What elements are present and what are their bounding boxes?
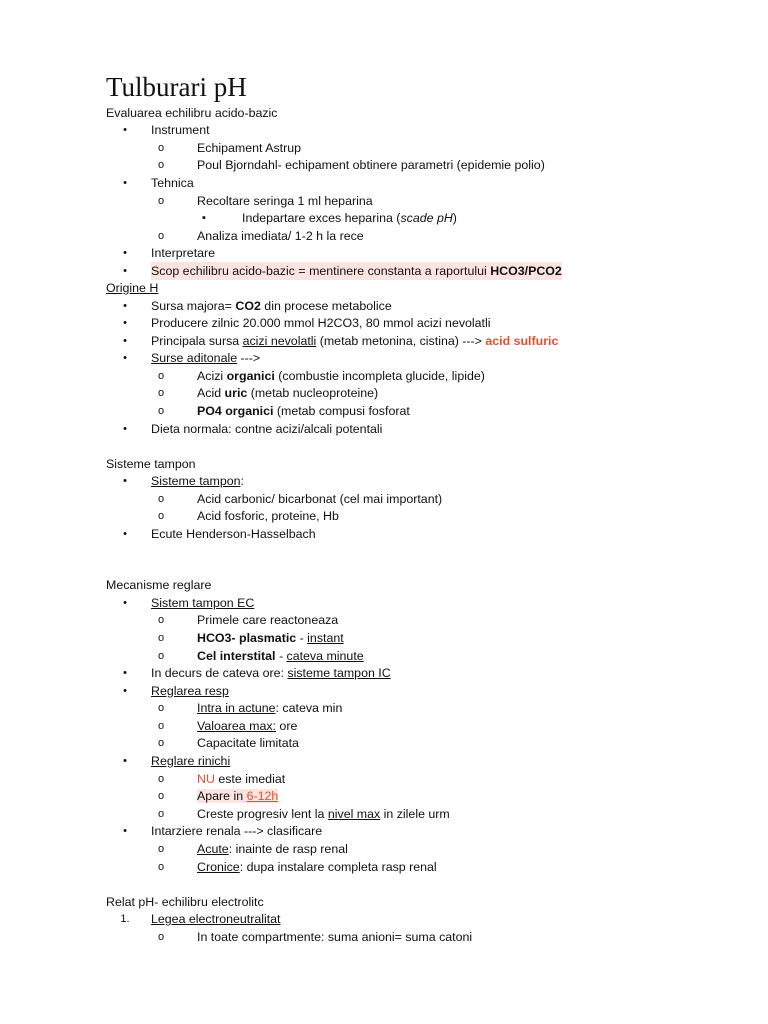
- outline-line: [157, 227, 364, 245]
- line-text: Intra in actune: [197, 701, 276, 715]
- bullet-icon: •: [123, 265, 127, 277]
- line-text: 6-12h: [246, 789, 279, 803]
- line-text: Surse aditonale: [151, 351, 238, 365]
- outline-line: [157, 647, 364, 665]
- bullet-icon: o: [157, 931, 165, 943]
- line-text: Capacitate limitata: [197, 736, 299, 750]
- bullet-icon: •: [123, 755, 127, 767]
- bullet-icon: •: [123, 597, 127, 609]
- bullet-icon: o: [157, 614, 165, 626]
- line-text: Intarziere renala ---> clasificare: [151, 824, 323, 838]
- outline-line: [157, 384, 379, 402]
- line-text: Ecute Henderson-Hasselbach: [151, 527, 316, 541]
- line-text: : cateva min: [275, 701, 343, 715]
- outline-line: [123, 297, 392, 315]
- outline-line: [157, 858, 437, 876]
- line-text: in zilele urm: [380, 807, 450, 821]
- line-text: --->: [237, 351, 261, 365]
- bullet-icon: ▪: [202, 212, 206, 224]
- line-text: Reglare rinichi: [151, 754, 231, 768]
- line-text: PO4 organici: [197, 404, 274, 418]
- outline-line: [157, 156, 545, 174]
- line-text: (metab compusi fosforat: [273, 404, 410, 418]
- line-text: scade pH: [400, 211, 453, 225]
- outline-line: [123, 472, 244, 490]
- line-text: Primele care reactoneaza: [197, 613, 339, 627]
- bullet-icon: o: [157, 510, 165, 522]
- outline-line: [202, 209, 457, 227]
- line-text: acizi nevolatli: [242, 334, 317, 348]
- bullet-icon: •: [123, 825, 127, 837]
- line-text: HCO3/PCO2: [490, 264, 562, 278]
- bullet-icon: •: [123, 685, 127, 697]
- line-text: Poul Bjorndahl- echipament obtinere parametri (epidemie polio): [197, 158, 545, 172]
- outline-line: [157, 770, 286, 788]
- bullet-icon: •: [123, 124, 127, 136]
- bullet-icon: o: [157, 387, 165, 399]
- line-text: Echipament Astrup: [197, 141, 302, 155]
- line-text: cateva minute: [286, 649, 364, 663]
- outline-line: [123, 262, 562, 280]
- line-text: Principala sursa: [151, 334, 243, 348]
- line-text: Instrument: [151, 123, 210, 137]
- line-text: : inainte de rasp renal: [228, 842, 348, 856]
- line-text: instant: [307, 631, 344, 645]
- line-text: din procese metabolice: [260, 299, 392, 313]
- line-text: CO2: [235, 299, 261, 313]
- line-text: Valoarea max:: [197, 719, 276, 733]
- bullet-icon: •: [123, 300, 127, 312]
- bullet-icon: o: [157, 720, 165, 732]
- line-text: organici: [226, 369, 275, 383]
- line-text: : dupa instalare completa rasp renal: [239, 860, 437, 874]
- line-text: Acid fosforic, proteine, Hb: [197, 509, 339, 523]
- outline-line: [106, 455, 196, 473]
- line-text: Sursa majora=: [151, 299, 236, 313]
- line-text: Acid: [197, 386, 225, 400]
- line-text: acid sulfuric: [485, 334, 559, 348]
- line-text: uric: [224, 386, 248, 400]
- outline-line: [157, 805, 450, 823]
- bullet-icon: o: [157, 773, 165, 785]
- bullet-icon: o: [157, 843, 165, 855]
- bullet-icon: o: [157, 370, 165, 382]
- outline-line: [157, 611, 339, 629]
- bullet-icon: •: [123, 177, 127, 189]
- outline-line: [106, 576, 211, 594]
- outline-line: [106, 893, 264, 911]
- bullet-icon: •: [123, 247, 127, 259]
- line-text: In decurs de cateva ore:: [151, 666, 288, 680]
- outline-line: [106, 279, 158, 297]
- outline-line: [157, 629, 344, 647]
- line-text: Recoltare seringa 1 ml heparina: [197, 194, 373, 208]
- line-text: Tehnica: [151, 176, 194, 190]
- line-text: :: [240, 474, 244, 488]
- outline-line: [123, 664, 391, 682]
- line-text: Acid carbonic/ bicarbonat (cel mai important): [197, 492, 443, 506]
- line-text: Creste progresiv lent la: [197, 807, 328, 821]
- line-text: este imediat: [214, 772, 286, 786]
- bullet-icon: o: [157, 737, 165, 749]
- line-text: Scop echilibru acido-bazic = mentinere constanta a raportului: [151, 264, 491, 278]
- line-text: ore: [275, 719, 298, 733]
- outline-line: [157, 507, 339, 525]
- bullet-icon: o: [157, 142, 165, 154]
- outline-line: [157, 717, 298, 735]
- outline-line: [123, 752, 231, 770]
- bullet-icon: o: [157, 159, 165, 171]
- outline-line: [123, 244, 216, 262]
- line-text: Evaluarea echilibru acido-bazic: [106, 106, 278, 120]
- line-text: -: [296, 631, 308, 645]
- outline-line: [123, 349, 261, 367]
- bullet-icon: o: [157, 195, 165, 207]
- line-text: Interpretare: [151, 246, 216, 260]
- bullet-icon: o: [157, 230, 165, 242]
- outline-line: [157, 840, 348, 858]
- line-text: NU: [197, 772, 215, 786]
- outline-line: [157, 787, 279, 805]
- bullet-icon: •: [123, 475, 127, 487]
- outline-line: [157, 402, 410, 420]
- bullet-icon: o: [157, 790, 165, 802]
- line-text: Apare in: [197, 789, 247, 803]
- line-text: ): [452, 211, 457, 225]
- line-text: Mecanisme reglare: [106, 578, 212, 592]
- line-text: nivel max: [327, 807, 381, 821]
- outline-line: [157, 139, 302, 157]
- line-text: In toate compartmente: suma anioni= suma catoni: [197, 930, 473, 944]
- outline-line: [123, 594, 255, 612]
- bullet-icon: o: [157, 808, 165, 820]
- line-text: (metab metonina, cistina) --->: [316, 334, 486, 348]
- line-text: Indepartare exces heparina (: [242, 211, 401, 225]
- outline-line: [123, 525, 316, 543]
- list-number: 1.: [120, 913, 130, 925]
- outline-line: [123, 314, 491, 332]
- bullet-icon: o: [157, 493, 165, 505]
- line-text: (combustie incompleta glucide, lipide): [274, 369, 485, 383]
- outline-line: [120, 910, 281, 928]
- outline-line: [157, 192, 373, 210]
- bullet-icon: o: [157, 632, 165, 644]
- outline-line: [123, 121, 210, 139]
- outline-line: [157, 734, 299, 752]
- bullet-icon: o: [157, 650, 165, 662]
- line-text: (metab nucleoproteine): [247, 386, 379, 400]
- line-text: sisteme tampon IC: [287, 666, 391, 680]
- bullet-icon: •: [123, 317, 127, 329]
- bullet-icon: •: [123, 335, 127, 347]
- line-text: Reglarea resp: [151, 684, 229, 698]
- outline-line: [157, 699, 343, 717]
- bullet-icon: •: [123, 667, 127, 679]
- line-text: Cronice: [197, 860, 240, 874]
- line-text: Relat pH- echilibru electrolitc: [106, 895, 264, 909]
- outline-line: [106, 104, 278, 122]
- bullet-icon: •: [123, 423, 127, 435]
- line-text: Legea electroneutralitat: [151, 912, 281, 926]
- outline-line: [123, 332, 559, 350]
- line-text: Sistem tampon EC: [151, 596, 255, 610]
- outline-line: [157, 490, 443, 508]
- bullet-icon: o: [157, 702, 165, 714]
- bullet-icon: •: [123, 528, 127, 540]
- line-text: Dieta normala: contne acizi/alcali potentali: [151, 422, 383, 436]
- bullet-icon: •: [123, 352, 127, 364]
- line-text: Producere zilnic 20.000 mmol H2CO3, 80 mmol acizi nevolatli: [151, 316, 491, 330]
- outline-line: [123, 682, 229, 700]
- line-text: HCO3- plasmatic: [197, 631, 297, 645]
- line-text: Analiza imediata/ 1-2 h la rece: [197, 229, 364, 243]
- outline-line: [157, 928, 473, 946]
- outline-line: [123, 420, 383, 438]
- line-text: Sisteme tampon: [151, 474, 241, 488]
- line-text: Acizi: [197, 369, 227, 383]
- bullet-icon: o: [157, 861, 165, 873]
- outline-line: [157, 367, 485, 385]
- line-text: Origine H: [106, 281, 159, 295]
- line-text: Cel interstital: [197, 649, 276, 663]
- outline-line: [123, 174, 194, 192]
- outline-line: [123, 822, 323, 840]
- bullet-icon: o: [157, 405, 165, 417]
- page-title: Tulburari pH: [106, 72, 247, 102]
- line-text: Sisteme tampon: [106, 457, 196, 471]
- line-text: -: [275, 649, 287, 663]
- line-text: Acute: [197, 842, 229, 856]
